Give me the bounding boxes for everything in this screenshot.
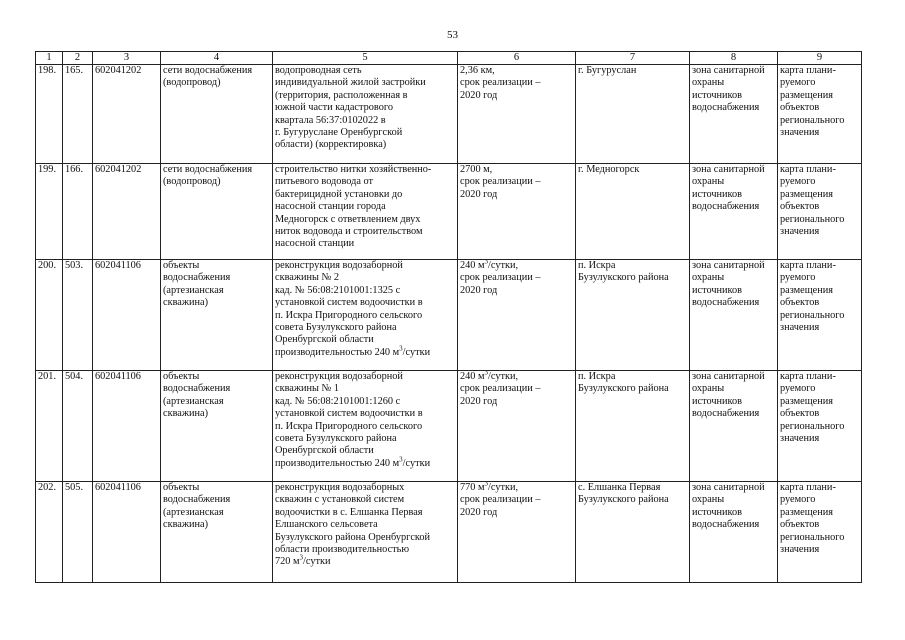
document-table — [35, 51, 862, 583]
cubic-superscript: 3 — [484, 370, 489, 377]
object-parameters: 2700 м, срок реализации – 2020 год — [458, 164, 576, 260]
table-row — [36, 164, 862, 260]
capacity-rest: /сутки, срок реализации – 2020 год — [460, 371, 541, 407]
protection-zone: зона санитарной охраны источников водоснабжения — [690, 371, 778, 482]
object-location: п. Искра Бузулукского района — [576, 260, 690, 371]
object-code: 602041106 — [93, 482, 161, 583]
object-code: 602041106 — [93, 371, 161, 482]
protection-zone: зона санитарной охраны источников водоснабжения — [690, 65, 778, 164]
column-number-header: 6 — [458, 52, 576, 65]
object-type: объекты водоснабжения (артезианская скважина) — [161, 260, 273, 371]
cubic-superscript: 3 — [399, 344, 403, 353]
item-number: 165. — [63, 65, 93, 164]
object-type: сети водоснабжения (водопровод) — [161, 164, 273, 260]
item-number: 166. — [63, 164, 93, 260]
table-row — [36, 482, 862, 583]
row-number: 200. — [36, 260, 63, 371]
column-number-header: 7 — [576, 52, 690, 65]
map-reference: карта плани- руемого размещения объектов регионального значения — [778, 164, 862, 260]
row-number: 198. — [36, 65, 63, 164]
capacity-rest: /сутки, срок реализации – 2020 год — [460, 482, 541, 518]
object-type: объекты водоснабжения (артезианская скважина) — [161, 371, 273, 482]
description-text: реконструкция водозаборных скважин с установкой систем водоочистки в с. Елшанка Первая Елшанского сельсовета Бузулукского района Оренбургской области производительностью 720 м — [275, 482, 431, 568]
table-row — [36, 371, 862, 482]
capacity-rest: /сутки, срок реализации – 2020 год — [460, 260, 541, 296]
cubic-superscript: 3 — [299, 554, 304, 563]
object-location: п. Искра Бузулукского района — [576, 371, 690, 482]
map-reference: карта плани- руемого размещения объектов регионального значения — [778, 482, 862, 583]
cubic-superscript: 3 — [484, 259, 489, 266]
column-number-header: 2 — [63, 52, 93, 65]
description-unit: /сутки — [402, 457, 431, 469]
cubic-superscript: 3 — [399, 455, 403, 464]
object-code: 602041106 — [93, 260, 161, 371]
protection-zone: зона санитарной охраны источников водоснабжения — [690, 482, 778, 583]
row-number: 202. — [36, 482, 63, 583]
object-type: сети водоснабжения (водопровод) — [161, 65, 273, 164]
map-reference: карта плани- руемого размещения объектов регионального значения — [778, 260, 862, 371]
capacity-value: 240 м — [460, 371, 485, 382]
row-number: 199. — [36, 164, 63, 260]
map-reference: карта плани- руемого размещения объектов регионального значения — [778, 371, 862, 482]
object-code: 602041202 — [93, 65, 161, 164]
object-description — [273, 482, 458, 583]
column-number-header-row — [36, 52, 862, 65]
item-number: 504. — [63, 371, 93, 482]
object-parameters — [458, 371, 576, 482]
object-location: г. Бугуруслан — [576, 65, 690, 164]
table-row — [36, 65, 862, 164]
protection-zone: зона санитарной охраны источников водоснабжения — [690, 164, 778, 260]
column-number-header: 5 — [273, 52, 458, 65]
object-parameters — [458, 482, 576, 583]
description-unit: /сутки — [402, 346, 431, 358]
map-reference: карта плани- руемого размещения объектов регионального значения — [778, 65, 862, 164]
table-row — [36, 260, 862, 371]
column-number-header: 1 — [36, 52, 63, 65]
object-description: водопроводная сеть индивидуальной жилой застройки (территория, расположенная в южной части кадастрового квартала 56:37:0102022 в г. Бугуруслане Оренбургской области) (корректировка) — [273, 65, 458, 164]
object-description — [273, 371, 458, 482]
capacity-value: 770 м — [460, 482, 485, 493]
object-description: строительство нитки хозяйственно- питьевого водовода от бактерицидной установки до насосной станции города Медногорск с ответвлением двух ниток водовода и строительством насосной станции — [273, 164, 458, 260]
row-number: 201. — [36, 371, 63, 482]
column-number-header: 4 — [161, 52, 273, 65]
object-location: г. Медногорск — [576, 164, 690, 260]
page-number: 53 — [447, 29, 458, 41]
protection-zone: зона санитарной охраны источников водоснабжения — [690, 260, 778, 371]
object-description — [273, 260, 458, 371]
description-text: реконструкция водозаборной скважины № 1 кад. № 56:08:2101001:1260 с установкой систем водоочистки в п. Искра Пригородного сельского совета Бузулукского района Оренбургской области производительностью 240 м — [275, 371, 423, 469]
description-text: реконструкция водозаборной скважины № 2 кад. № 56:08:2101001:1325 с установкой систем водоочистки в п. Искра Пригородного сельского совета Бузулукского района Оренбургской области производительностью 240 м — [275, 260, 423, 358]
item-number: 503. — [63, 260, 93, 371]
description-unit: /сутки — [303, 556, 331, 568]
object-code: 602041202 — [93, 164, 161, 260]
column-number-header: 9 — [778, 52, 862, 65]
item-number: 505. — [63, 482, 93, 583]
column-number-header: 8 — [690, 52, 778, 65]
cubic-superscript: 3 — [484, 481, 489, 488]
object-parameters: 2,36 км, срок реализации – 2020 год — [458, 65, 576, 164]
capacity-value: 240 м — [460, 260, 485, 271]
column-number-header: 3 — [93, 52, 161, 65]
object-parameters — [458, 260, 576, 371]
object-type: объекты водоснабжения (артезианская скважина) — [161, 482, 273, 583]
object-location: с. Елшанка Первая Бузулукского района — [576, 482, 690, 583]
